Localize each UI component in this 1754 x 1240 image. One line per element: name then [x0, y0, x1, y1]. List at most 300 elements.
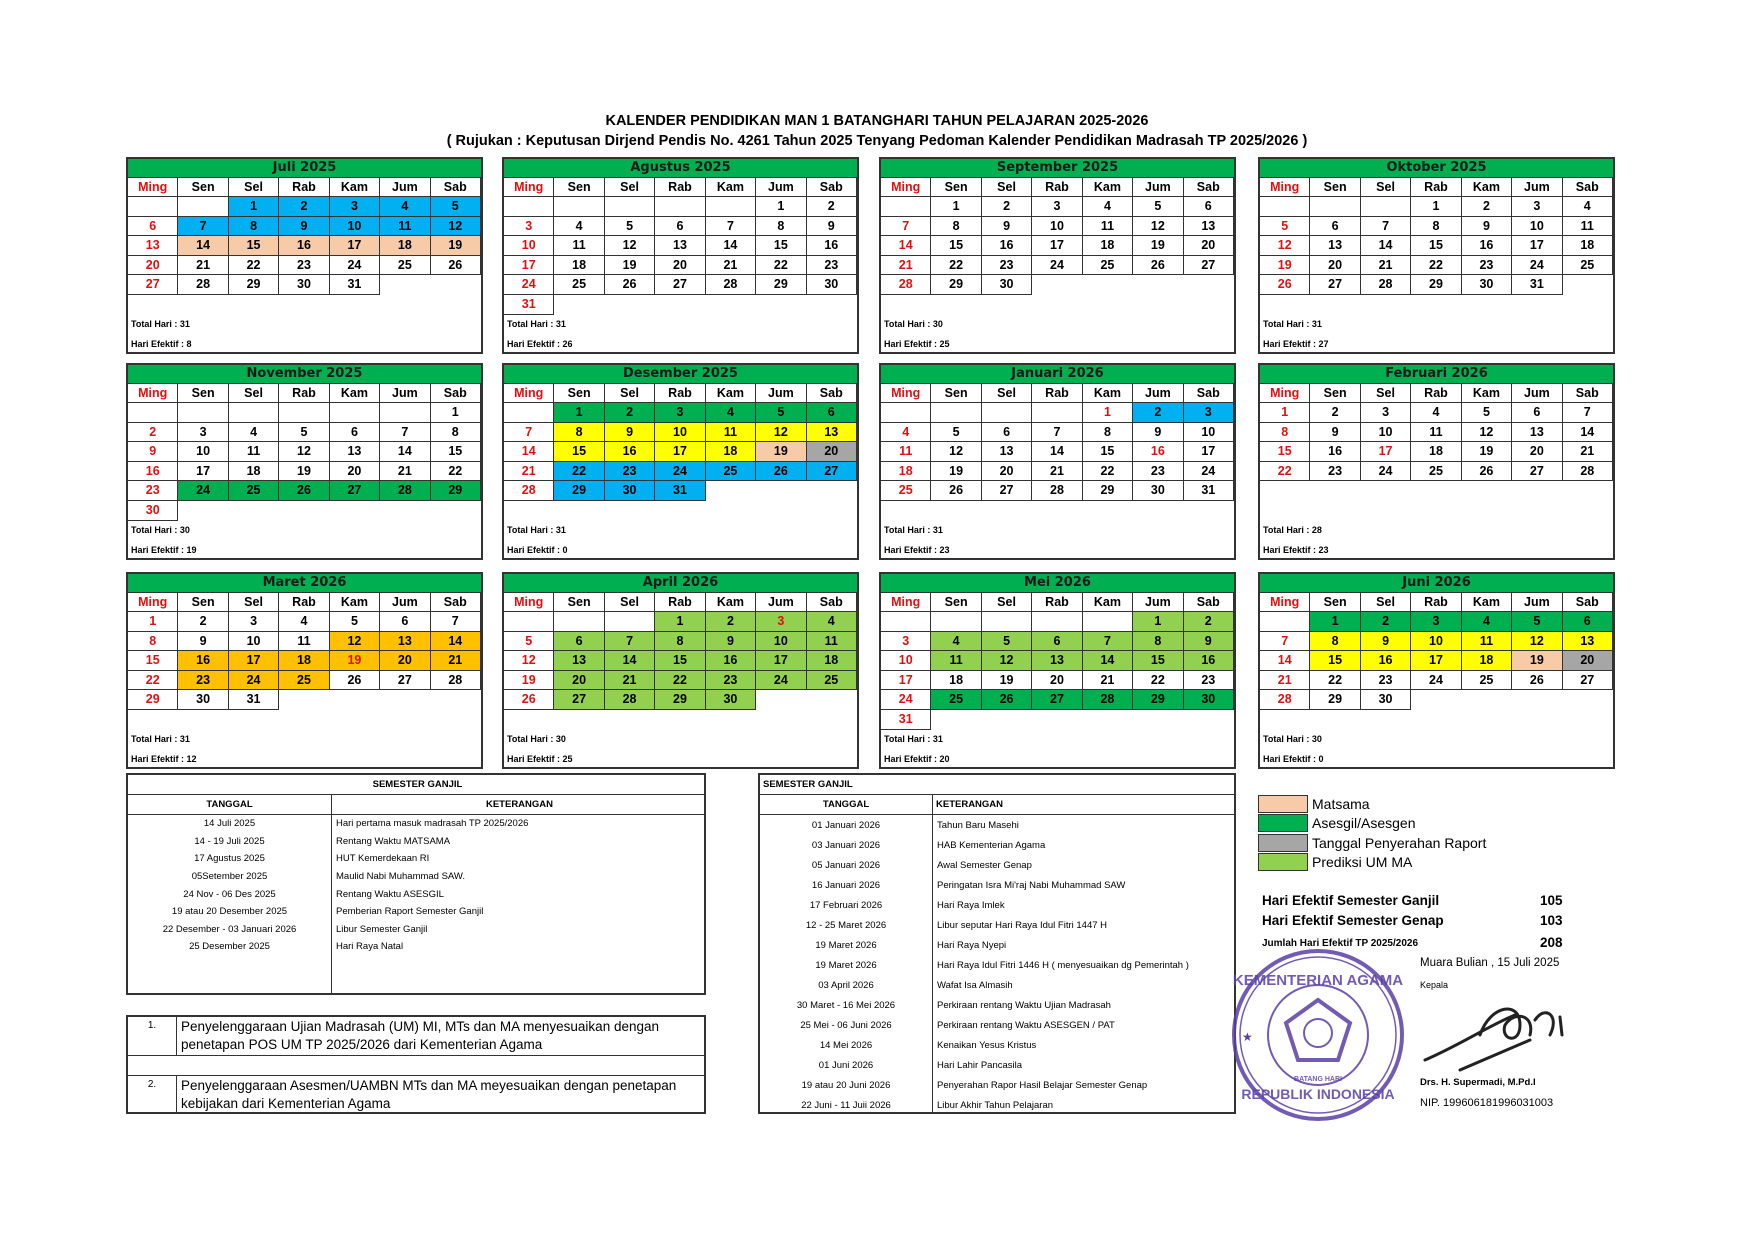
day-cell[interactable]: 24 [504, 275, 554, 295]
day-cell[interactable]: 21 [1563, 442, 1613, 462]
day-cell[interactable]: 25 [1411, 462, 1461, 482]
day-cell[interactable]: 3 [229, 612, 279, 632]
day-cell[interactable]: 10 [1512, 217, 1562, 237]
day-cell[interactable]: 9 [706, 632, 756, 652]
day-cell[interactable]: 9 [1133, 423, 1183, 443]
day-cell[interactable]: 10 [655, 423, 705, 443]
day-cell[interactable]: 17 [504, 256, 554, 276]
day-cell[interactable]: 13 [1563, 632, 1613, 652]
day-cell[interactable]: 17 [1512, 236, 1562, 256]
day-cell[interactable]: 26 [279, 481, 329, 501]
day-cell[interactable]: 27 [1184, 256, 1234, 276]
day-cell[interactable]: 18 [881, 462, 931, 482]
day-cell[interactable]: 3 [655, 403, 705, 423]
day-cell[interactable]: 22 [1310, 671, 1360, 691]
day-cell[interactable]: 23 [1184, 671, 1234, 691]
day-cell[interactable]: 26 [605, 275, 655, 295]
day-cell[interactable]: 18 [706, 442, 756, 462]
day-cell[interactable]: 9 [605, 423, 655, 443]
day-cell[interactable]: 5 [279, 423, 329, 443]
day-cell[interactable]: 12 [330, 632, 380, 652]
day-cell[interactable]: 19 [279, 462, 329, 482]
day-cell[interactable]: 18 [931, 671, 981, 691]
day-cell[interactable]: 23 [128, 481, 178, 501]
day-cell[interactable]: 15 [1411, 236, 1461, 256]
day-cell[interactable]: 27 [1310, 275, 1360, 295]
day-cell[interactable]: 30 [605, 481, 655, 501]
day-cell[interactable]: 7 [380, 423, 430, 443]
day-cell[interactable]: 16 [1133, 442, 1183, 462]
day-cell[interactable]: 20 [554, 671, 604, 691]
day-cell[interactable]: 10 [881, 651, 931, 671]
day-cell[interactable]: 9 [982, 217, 1032, 237]
day-cell[interactable]: 17 [1184, 442, 1234, 462]
day-cell[interactable]: 7 [1361, 217, 1411, 237]
day-cell[interactable]: 11 [1411, 423, 1461, 443]
day-cell[interactable]: 4 [380, 197, 430, 217]
day-cell[interactable]: 4 [706, 403, 756, 423]
day-cell[interactable]: 11 [1462, 632, 1512, 652]
day-cell[interactable]: 10 [1032, 217, 1082, 237]
day-cell[interactable]: 30 [706, 690, 756, 710]
day-cell[interactable]: 26 [1133, 256, 1183, 276]
day-cell[interactable]: 24 [1032, 256, 1082, 276]
day-cell[interactable]: 13 [982, 442, 1032, 462]
day-cell[interactable]: 23 [1310, 462, 1360, 482]
day-cell[interactable]: 21 [706, 256, 756, 276]
day-cell[interactable]: 6 [1563, 612, 1613, 632]
day-cell[interactable]: 5 [1512, 612, 1562, 632]
day-cell[interactable]: 22 [229, 256, 279, 276]
day-cell[interactable]: 27 [1563, 671, 1613, 691]
day-cell[interactable]: 2 [1133, 403, 1183, 423]
day-cell[interactable]: 1 [128, 612, 178, 632]
day-cell[interactable]: 15 [431, 442, 481, 462]
day-cell[interactable]: 10 [178, 442, 228, 462]
day-cell[interactable]: 21 [605, 671, 655, 691]
day-cell[interactable]: 12 [756, 423, 806, 443]
day-cell[interactable]: 7 [1032, 423, 1082, 443]
day-cell[interactable]: 15 [554, 442, 604, 462]
day-cell[interactable]: 26 [431, 256, 481, 276]
day-cell[interactable]: 14 [706, 236, 756, 256]
day-cell[interactable]: 7 [178, 217, 228, 237]
day-cell[interactable]: 28 [1032, 481, 1082, 501]
day-cell[interactable]: 18 [380, 236, 430, 256]
day-cell[interactable]: 28 [380, 481, 430, 501]
day-cell[interactable]: 31 [1512, 275, 1562, 295]
day-cell[interactable]: 5 [756, 403, 806, 423]
day-cell[interactable]: 4 [931, 632, 981, 652]
day-cell[interactable]: 5 [605, 217, 655, 237]
day-cell[interactable]: 11 [380, 217, 430, 237]
day-cell[interactable]: 15 [756, 236, 806, 256]
day-cell[interactable]: 14 [605, 651, 655, 671]
day-cell[interactable]: 13 [330, 442, 380, 462]
day-cell[interactable]: 8 [655, 632, 705, 652]
day-cell[interactable]: 12 [1462, 423, 1512, 443]
day-cell[interactable]: 25 [1563, 256, 1613, 276]
day-cell[interactable]: 24 [330, 256, 380, 276]
day-cell[interactable]: 28 [504, 481, 554, 501]
day-cell[interactable]: 4 [1563, 197, 1613, 217]
day-cell[interactable]: 18 [229, 462, 279, 482]
day-cell[interactable]: 19 [982, 671, 1032, 691]
day-cell[interactable]: 4 [1411, 403, 1461, 423]
day-cell[interactable]: 9 [178, 632, 228, 652]
day-cell[interactable]: 19 [1260, 256, 1310, 276]
day-cell[interactable]: 20 [380, 651, 430, 671]
day-cell[interactable]: 29 [756, 275, 806, 295]
day-cell[interactable]: 14 [380, 442, 430, 462]
day-cell[interactable]: 20 [1512, 442, 1562, 462]
day-cell[interactable]: 3 [1184, 403, 1234, 423]
day-cell[interactable]: 5 [1133, 197, 1183, 217]
day-cell[interactable]: 23 [178, 671, 228, 691]
day-cell[interactable]: 26 [330, 671, 380, 691]
day-cell[interactable]: 18 [1083, 236, 1133, 256]
day-cell[interactable]: 17 [178, 462, 228, 482]
day-cell[interactable]: 8 [1133, 632, 1183, 652]
day-cell[interactable]: 28 [1563, 462, 1613, 482]
day-cell[interactable]: 1 [655, 612, 705, 632]
day-cell[interactable]: 21 [178, 256, 228, 276]
day-cell[interactable]: 30 [1133, 481, 1183, 501]
day-cell[interactable]: 1 [1260, 403, 1310, 423]
day-cell[interactable]: 22 [1260, 462, 1310, 482]
day-cell[interactable]: 11 [1563, 217, 1613, 237]
day-cell[interactable]: 18 [807, 651, 857, 671]
day-cell[interactable]: 21 [380, 462, 430, 482]
day-cell[interactable]: 23 [1133, 462, 1183, 482]
day-cell[interactable]: 16 [982, 236, 1032, 256]
day-cell[interactable]: 4 [279, 612, 329, 632]
day-cell[interactable]: 31 [655, 481, 705, 501]
day-cell[interactable]: 15 [1310, 651, 1360, 671]
day-cell[interactable]: 2 [279, 197, 329, 217]
day-cell[interactable]: 18 [554, 256, 604, 276]
day-cell[interactable]: 16 [605, 442, 655, 462]
day-cell[interactable]: 12 [431, 217, 481, 237]
day-cell[interactable]: 3 [756, 612, 806, 632]
day-cell[interactable]: 22 [554, 462, 604, 482]
day-cell[interactable]: 30 [178, 690, 228, 710]
day-cell[interactable]: 20 [1310, 256, 1360, 276]
day-cell[interactable]: 5 [931, 423, 981, 443]
day-cell[interactable]: 1 [1133, 612, 1183, 632]
day-cell[interactable]: 9 [128, 442, 178, 462]
day-cell[interactable]: 28 [178, 275, 228, 295]
day-cell[interactable]: 8 [1083, 423, 1133, 443]
day-cell[interactable]: 11 [706, 423, 756, 443]
day-cell[interactable]: 16 [128, 462, 178, 482]
day-cell[interactable]: 24 [756, 671, 806, 691]
day-cell[interactable]: 21 [504, 462, 554, 482]
day-cell[interactable]: 13 [1184, 217, 1234, 237]
day-cell[interactable]: 3 [1411, 612, 1461, 632]
day-cell[interactable]: 2 [1310, 403, 1360, 423]
day-cell[interactable]: 2 [128, 423, 178, 443]
day-cell[interactable]: 8 [128, 632, 178, 652]
day-cell[interactable]: 17 [1411, 651, 1461, 671]
day-cell[interactable]: 2 [807, 197, 857, 217]
day-cell[interactable]: 23 [982, 256, 1032, 276]
day-cell[interactable]: 14 [1032, 442, 1082, 462]
day-cell[interactable]: 30 [1462, 275, 1512, 295]
day-cell[interactable]: 21 [1032, 462, 1082, 482]
day-cell[interactable]: 4 [229, 423, 279, 443]
day-cell[interactable]: 7 [431, 612, 481, 632]
day-cell[interactable]: 7 [1563, 403, 1613, 423]
day-cell[interactable]: 24 [1184, 462, 1234, 482]
day-cell[interactable]: 6 [1310, 217, 1360, 237]
day-cell[interactable]: 1 [931, 197, 981, 217]
day-cell[interactable]: 29 [1310, 690, 1360, 710]
day-cell[interactable]: 30 [1184, 690, 1234, 710]
day-cell[interactable]: 29 [554, 481, 604, 501]
day-cell[interactable]: 16 [706, 651, 756, 671]
day-cell[interactable]: 12 [1260, 236, 1310, 256]
day-cell[interactable]: 25 [554, 275, 604, 295]
day-cell[interactable]: 17 [881, 671, 931, 691]
day-cell[interactable]: 10 [756, 632, 806, 652]
day-cell[interactable]: 17 [229, 651, 279, 671]
day-cell[interactable]: 13 [554, 651, 604, 671]
day-cell[interactable]: 27 [128, 275, 178, 295]
day-cell[interactable]: 1 [431, 403, 481, 423]
day-cell[interactable]: 18 [279, 651, 329, 671]
day-cell[interactable]: 30 [982, 275, 1032, 295]
day-cell[interactable]: 8 [1260, 423, 1310, 443]
day-cell[interactable]: 22 [1133, 671, 1183, 691]
day-cell[interactable]: 11 [229, 442, 279, 462]
day-cell[interactable]: 7 [706, 217, 756, 237]
day-cell[interactable]: 20 [330, 462, 380, 482]
day-cell[interactable]: 19 [605, 256, 655, 276]
day-cell[interactable]: 13 [655, 236, 705, 256]
day-cell[interactable]: 6 [1032, 632, 1082, 652]
day-cell[interactable]: 29 [1133, 690, 1183, 710]
day-cell[interactable]: 30 [279, 275, 329, 295]
day-cell[interactable]: 29 [931, 275, 981, 295]
day-cell[interactable]: 26 [931, 481, 981, 501]
day-cell[interactable]: 6 [554, 632, 604, 652]
day-cell[interactable]: 28 [1260, 690, 1310, 710]
day-cell[interactable]: 23 [807, 256, 857, 276]
day-cell[interactable]: 27 [380, 671, 430, 691]
day-cell[interactable]: 6 [655, 217, 705, 237]
day-cell[interactable]: 4 [881, 423, 931, 443]
day-cell[interactable]: 26 [756, 462, 806, 482]
day-cell[interactable]: 29 [229, 275, 279, 295]
day-cell[interactable]: 16 [178, 651, 228, 671]
day-cell[interactable]: 5 [330, 612, 380, 632]
day-cell[interactable]: 5 [504, 632, 554, 652]
day-cell[interactable]: 17 [655, 442, 705, 462]
day-cell[interactable]: 7 [605, 632, 655, 652]
day-cell[interactable]: 27 [807, 462, 857, 482]
day-cell[interactable]: 4 [807, 612, 857, 632]
day-cell[interactable]: 10 [229, 632, 279, 652]
day-cell[interactable]: 22 [431, 462, 481, 482]
day-cell[interactable]: 27 [655, 275, 705, 295]
day-cell[interactable]: 7 [504, 423, 554, 443]
day-cell[interactable]: 28 [881, 275, 931, 295]
day-cell[interactable]: 11 [881, 442, 931, 462]
day-cell[interactable]: 9 [1310, 423, 1360, 443]
day-cell[interactable]: 25 [380, 256, 430, 276]
day-cell[interactable]: 24 [1411, 671, 1461, 691]
day-cell[interactable]: 17 [1032, 236, 1082, 256]
day-cell[interactable]: 19 [431, 236, 481, 256]
day-cell[interactable]: 11 [807, 632, 857, 652]
day-cell[interactable]: 8 [756, 217, 806, 237]
day-cell[interactable]: 16 [807, 236, 857, 256]
day-cell[interactable]: 14 [431, 632, 481, 652]
day-cell[interactable]: 6 [380, 612, 430, 632]
day-cell[interactable]: 2 [1184, 612, 1234, 632]
day-cell[interactable]: 9 [807, 217, 857, 237]
day-cell[interactable]: 15 [1133, 651, 1183, 671]
day-cell[interactable]: 13 [1512, 423, 1562, 443]
day-cell[interactable]: 18 [1411, 442, 1461, 462]
day-cell[interactable]: 10 [1184, 423, 1234, 443]
day-cell[interactable]: 1 [554, 403, 604, 423]
day-cell[interactable]: 15 [1260, 442, 1310, 462]
day-cell[interactable]: 7 [1260, 632, 1310, 652]
day-cell[interactable]: 13 [128, 236, 178, 256]
day-cell[interactable]: 26 [1260, 275, 1310, 295]
day-cell[interactable]: 26 [1462, 462, 1512, 482]
day-cell[interactable]: 12 [605, 236, 655, 256]
day-cell[interactable]: 1 [1083, 403, 1133, 423]
day-cell[interactable]: 25 [279, 671, 329, 691]
day-cell[interactable]: 24 [1512, 256, 1562, 276]
day-cell[interactable]: 16 [279, 236, 329, 256]
day-cell[interactable]: 20 [1184, 236, 1234, 256]
day-cell[interactable]: 24 [1361, 462, 1411, 482]
day-cell[interactable]: 5 [1462, 403, 1512, 423]
day-cell[interactable]: 31 [881, 710, 931, 730]
day-cell[interactable]: 19 [504, 671, 554, 691]
day-cell[interactable]: 18 [1462, 651, 1512, 671]
day-cell[interactable]: 10 [330, 217, 380, 237]
day-cell[interactable]: 6 [330, 423, 380, 443]
day-cell[interactable]: 14 [881, 236, 931, 256]
day-cell[interactable]: 28 [431, 671, 481, 691]
day-cell[interactable]: 15 [931, 236, 981, 256]
day-cell[interactable]: 15 [655, 651, 705, 671]
day-cell[interactable]: 26 [1512, 671, 1562, 691]
day-cell[interactable]: 31 [1184, 481, 1234, 501]
day-cell[interactable]: 13 [1310, 236, 1360, 256]
day-cell[interactable]: 19 [756, 442, 806, 462]
day-cell[interactable]: 12 [931, 442, 981, 462]
day-cell[interactable]: 30 [807, 275, 857, 295]
day-cell[interactable]: 6 [807, 403, 857, 423]
day-cell[interactable]: 8 [431, 423, 481, 443]
day-cell[interactable]: 9 [1361, 632, 1411, 652]
day-cell[interactable]: 20 [1563, 651, 1613, 671]
day-cell[interactable]: 16 [1310, 442, 1360, 462]
day-cell[interactable]: 1 [1411, 197, 1461, 217]
day-cell[interactable]: 3 [504, 217, 554, 237]
day-cell[interactable]: 12 [1512, 632, 1562, 652]
day-cell[interactable]: 24 [655, 462, 705, 482]
day-cell[interactable]: 11 [279, 632, 329, 652]
day-cell[interactable]: 24 [229, 671, 279, 691]
day-cell[interactable]: 5 [1260, 217, 1310, 237]
day-cell[interactable]: 23 [1361, 671, 1411, 691]
day-cell[interactable]: 31 [504, 295, 554, 315]
day-cell[interactable]: 12 [504, 651, 554, 671]
day-cell[interactable]: 28 [605, 690, 655, 710]
day-cell[interactable]: 28 [1361, 275, 1411, 295]
day-cell[interactable]: 4 [554, 217, 604, 237]
day-cell[interactable]: 31 [229, 690, 279, 710]
day-cell[interactable]: 2 [1361, 612, 1411, 632]
day-cell[interactable]: 14 [178, 236, 228, 256]
day-cell[interactable]: 27 [1032, 690, 1082, 710]
day-cell[interactable]: 25 [1462, 671, 1512, 691]
day-cell[interactable]: 3 [1512, 197, 1562, 217]
day-cell[interactable]: 4 [1083, 197, 1133, 217]
day-cell[interactable]: 14 [1563, 423, 1613, 443]
day-cell[interactable]: 22 [756, 256, 806, 276]
day-cell[interactable]: 3 [178, 423, 228, 443]
day-cell[interactable]: 27 [554, 690, 604, 710]
day-cell[interactable]: 22 [128, 671, 178, 691]
day-cell[interactable]: 23 [1462, 256, 1512, 276]
day-cell[interactable]: 23 [706, 671, 756, 691]
day-cell[interactable]: 3 [1032, 197, 1082, 217]
day-cell[interactable]: 6 [1184, 197, 1234, 217]
day-cell[interactable]: 6 [1512, 403, 1562, 423]
day-cell[interactable]: 12 [982, 651, 1032, 671]
day-cell[interactable]: 7 [1083, 632, 1133, 652]
day-cell[interactable]: 1 [229, 197, 279, 217]
day-cell[interactable]: 15 [1083, 442, 1133, 462]
day-cell[interactable]: 29 [431, 481, 481, 501]
day-cell[interactable]: 20 [128, 256, 178, 276]
day-cell[interactable]: 25 [1083, 256, 1133, 276]
day-cell[interactable]: 20 [982, 462, 1032, 482]
day-cell[interactable]: 25 [706, 462, 756, 482]
day-cell[interactable]: 11 [554, 236, 604, 256]
day-cell[interactable]: 11 [931, 651, 981, 671]
day-cell[interactable]: 8 [1411, 217, 1461, 237]
day-cell[interactable]: 22 [1083, 462, 1133, 482]
day-cell[interactable]: 15 [128, 651, 178, 671]
day-cell[interactable]: 3 [881, 632, 931, 652]
day-cell[interactable]: 25 [931, 690, 981, 710]
day-cell[interactable]: 20 [655, 256, 705, 276]
day-cell[interactable]: 30 [1361, 690, 1411, 710]
day-cell[interactable]: 1 [756, 197, 806, 217]
day-cell[interactable]: 26 [504, 690, 554, 710]
day-cell[interactable]: 19 [1512, 651, 1562, 671]
day-cell[interactable]: 5 [431, 197, 481, 217]
day-cell[interactable]: 20 [807, 442, 857, 462]
day-cell[interactable]: 21 [881, 256, 931, 276]
day-cell[interactable]: 2 [178, 612, 228, 632]
day-cell[interactable]: 3 [330, 197, 380, 217]
day-cell[interactable]: 13 [1032, 651, 1082, 671]
day-cell[interactable]: 27 [982, 481, 1032, 501]
day-cell[interactable]: 8 [554, 423, 604, 443]
day-cell[interactable]: 22 [1411, 256, 1461, 276]
day-cell[interactable]: 29 [1411, 275, 1461, 295]
